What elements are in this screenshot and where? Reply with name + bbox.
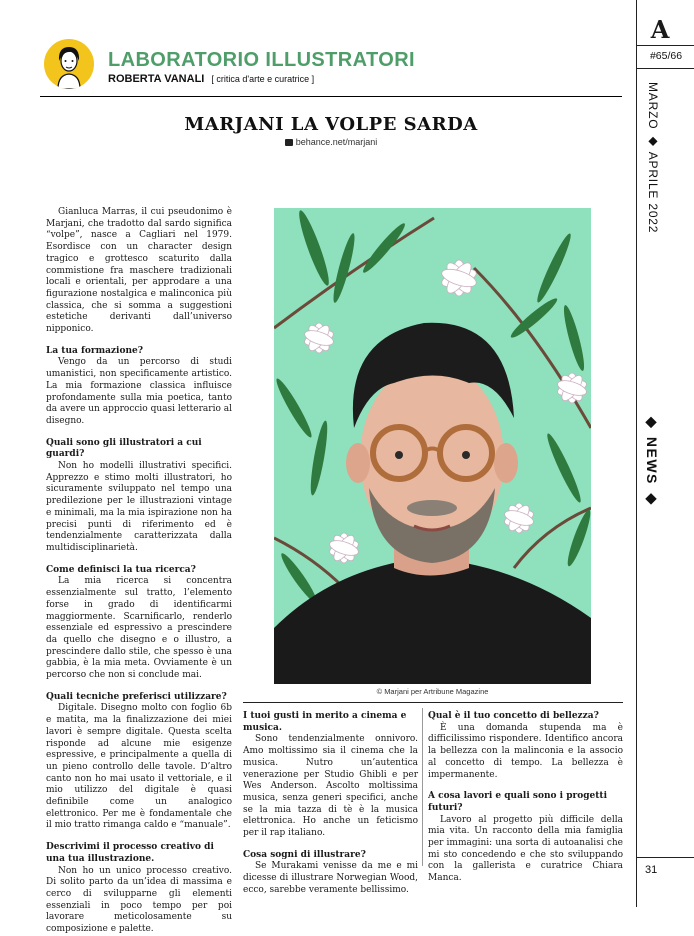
question: Qual è il tuo concetto di bellezza?	[428, 711, 599, 721]
answer: Sono tendenzialmente onnivoro. Amo moltissimo sia il cinema che la musica. Nutro un’autentica venerazione per Studio Ghibli e per Wes Anderson. Ascolto moltissima musica, senza generi specifici, anche se la mia tazza di tè è la musica elettronica. Ho anche un feticismo per il rap italiano.	[243, 734, 418, 839]
section-title: LABORATORIO ILLUSTRATORI	[108, 49, 415, 71]
question: Cosa sogni di illustrare?	[243, 849, 366, 860]
rail-rule	[637, 45, 694, 46]
issue-number: #65/66	[649, 50, 683, 62]
answer: Vengo da un percorso di studi umanistici, non specificamente artistico. La mia formazione classica influisce profondamente sulla mia poetica, tanto da avere un approccio quasi letterario al disegno.	[46, 357, 232, 426]
column-divider	[422, 708, 423, 866]
illustration-svg	[274, 208, 591, 684]
illustration-caption: © Marjani per Artribune Magazine	[376, 687, 489, 696]
answer: È una domanda stupenda ma è difficilissimo rispondere. Identifico ancora la bellezza con la malinconia e la associo al concetto di tempo. La bellezza è impermanente.	[428, 722, 623, 780]
answer: La mia ricerca si concentra essenzialmente sul tratto, l’elemento forse in grado di identificarmi maggiormente. Scarnificarlo, renderlo essenziale ed espressivo a prescindere da quello che disegno e o illustro, a prescindere dallo stile, che spesso è una gabbia, è la mia meta. Ovviamente è un percorso che non si conclude mai.	[46, 576, 232, 681]
question: La tua formazione?	[46, 345, 144, 356]
artist-link[interactable]	[40, 137, 622, 147]
section-label: ◆ NEWS ◆	[644, 414, 660, 508]
author-role: [ critica d'arte e curatrice ]	[211, 74, 315, 84]
question: Quali tecniche preferisci utilizzare?	[46, 691, 227, 702]
question: A cosa lavori e quali sono i progetti futuri?	[428, 791, 607, 813]
rail-divider	[636, 0, 637, 907]
question: Quali sono gli illustratori a cui guardi?	[46, 437, 202, 460]
column-left	[46, 207, 232, 936]
portrait-illustration	[274, 208, 591, 684]
answer: Digitale. Disegno molto con foglio 6b e matita, ma la finalizzazione dei miei lavori è sempre digitale. Questa scelta risponde ad alcune mie esigenze espressive, e principalmente a quella di un pieno controllo delle tavole. D’altro canto non ho mai usato il vettoriale, e il mio utilizzo del digitale è quasi definibile come un analogico elettronico. Per me è fondamentale che il mio tratto rimanga caldo e “manuale”.	[46, 703, 232, 831]
answer: Se Murakami venisse da me e mi dicesse di illustrare Norwegian Wood, ecco, sarebbe veramente bellissimo.	[243, 861, 418, 895]
question: Come definisci la tua ricerca?	[46, 564, 196, 575]
rail-rule	[637, 68, 694, 69]
column-right	[428, 711, 623, 885]
answer: Non ho modelli illustrativi specifici. Apprezzo e stimo molti illustratori, ho sicuramente sviluppato nel tempo una predilezione per le illustrazioni vintage e minimali, ma la mia ispirazione non ha precisi punti di riferimento ed è tendenzialmente caratterizzata dalla multidisciplinarietà.	[46, 461, 232, 553]
magazine-logo-icon: A	[650, 15, 670, 44]
author-name: ROBERTA VANALI	[108, 73, 205, 85]
page-number: 31	[645, 864, 658, 876]
caption-divider	[243, 702, 623, 703]
author-line	[108, 73, 314, 85]
artist-link-text: behance.net/marjani	[295, 137, 378, 147]
author-avatar	[44, 39, 94, 89]
answer: Non ho un unico processo creativo. Di solito parto da un’idea di massima e cerco di svilupparne gli elementi essenziali in poco tempo per poi lavorare meticolosamente su composizione e palette.	[46, 865, 232, 935]
avatar-portrait-icon	[44, 39, 94, 89]
page-number-rule	[637, 857, 694, 858]
question: Descrivimi il processo creativo di una tua illustrazione.	[46, 842, 214, 864]
question: I tuoi gusti in merito a cinema e musica.	[243, 711, 407, 733]
article-title: MARJANI LA VOLPE SARDA	[184, 114, 478, 135]
behance-icon	[285, 139, 293, 146]
header-divider	[40, 96, 622, 97]
issue-date: MARZO ◆ APRILE 2022	[646, 82, 660, 234]
column-middle	[243, 711, 418, 897]
answer: Lavoro al progetto più difficile della mia vita. Un racconto della mia famiglia per immagini: una sorta di autoanalisi che mi sto concedendo e che sto sviluppando con la gallerista e curatrice Chiara Manca.	[428, 814, 623, 884]
intro-paragraph: Gianluca Marras, il cui pseudonimo è Marjani, che tradotto dal sardo significa “volpe”, nasce a Cagliari nel 1979. Esordisce con un character design tragico e grottesco scaturito dalla commistione fra maschere tradizionali locali e orientali, per approdare a una figurazione nostalgica e malinconica più classica, che si somma a suggestioni estetiche derivanti dall’universo nipponico.	[46, 207, 232, 335]
